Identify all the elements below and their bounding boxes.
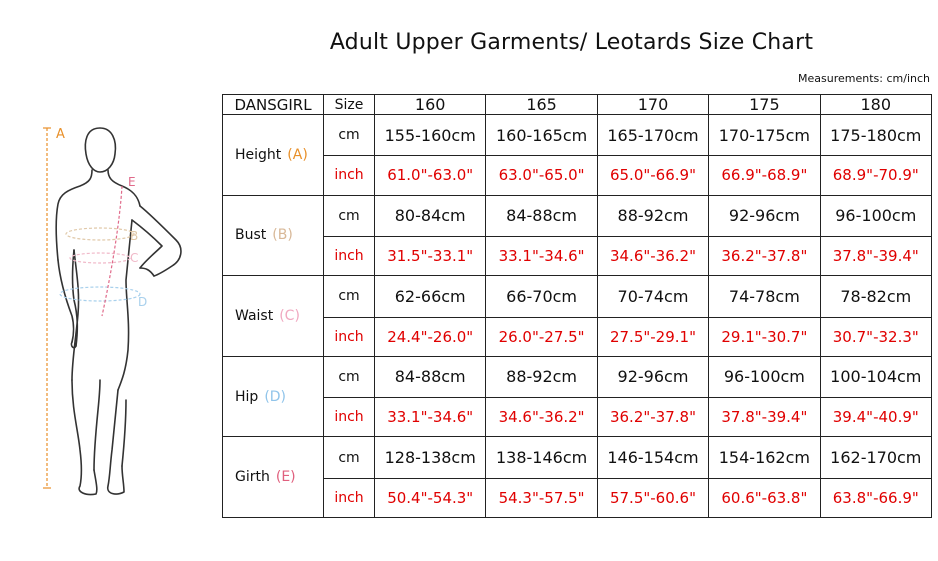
marker-d-label: D: [138, 295, 148, 309]
inch-value-cell: 63.8"-66.9": [820, 478, 931, 517]
unit-inch: inch: [324, 398, 375, 437]
inch-value-cell: 29.1"-30.7": [709, 317, 820, 356]
inch-value-cell: 54.3"-57.5": [486, 478, 597, 517]
cm-value-cell: 162-170cm: [820, 437, 931, 478]
marker-a-label: A: [56, 127, 65, 142]
inch-value-cell: 31.5"-33.1": [375, 236, 486, 275]
inch-value-cell: 34.6"-36.2": [486, 398, 597, 437]
measurement-letter: (A): [287, 146, 308, 163]
cm-value-cell: 175-180cm: [820, 115, 931, 156]
inch-value-cell: 30.7"-32.3": [820, 317, 931, 356]
cm-value-cell: 88-92cm: [486, 356, 597, 397]
inch-value-cell: 63.0"-65.0": [486, 156, 597, 195]
cm-value-cell: 84-88cm: [375, 356, 486, 397]
inch-value-cell: 27.5"-29.1": [597, 317, 708, 356]
inch-value-cell: 36.2"-37.8": [709, 236, 820, 275]
cm-value-cell: 155-160cm: [375, 115, 486, 156]
inch-value-cell: 50.4"-54.3": [375, 478, 486, 517]
table-row-cm: [223, 115, 932, 156]
measurement-letter: (C): [279, 307, 300, 324]
marker-c-label: C: [130, 251, 139, 265]
cm-value-cell: 146-154cm: [597, 437, 708, 478]
unit-cm: cm: [324, 195, 375, 236]
size-column-header: 160: [375, 95, 486, 115]
table-row-cm: [223, 437, 932, 478]
measurement-name: Height: [235, 146, 282, 163]
unit-cm: cm: [324, 115, 375, 156]
table-row-inch: [223, 478, 932, 517]
page-title: Adult Upper Garments/ Leotards Size Chart: [329, 30, 814, 55]
size-header-cell: Size: [324, 95, 375, 115]
cm-value-cell: 92-96cm: [597, 356, 708, 397]
inch-value-cell: 68.9"-70.9": [820, 156, 931, 195]
measurement-name: Girth: [235, 469, 270, 486]
measurement-letter: (D): [264, 388, 287, 405]
inch-value-cell: 34.6"-36.2": [597, 236, 708, 275]
measurement-name: Bust: [235, 227, 267, 244]
table-row-cm: [223, 195, 932, 236]
inch-value-cell: 26.0"-27.5": [486, 317, 597, 356]
inch-value-cell: 65.0"-66.9": [597, 156, 708, 195]
cm-value-cell: 154-162cm: [709, 437, 820, 478]
table-row-cm: [223, 356, 932, 397]
measurement-letter: (B): [272, 227, 293, 244]
cm-value-cell: 170-175cm: [709, 115, 820, 156]
cm-value-cell: 74-78cm: [709, 276, 820, 317]
table-row-inch: [223, 156, 932, 195]
table-row-cm: [223, 276, 932, 317]
measurement-letter: (E): [275, 469, 296, 486]
inch-value-cell: 57.5"-60.6": [597, 478, 708, 517]
cm-value-cell: 160-165cm: [486, 115, 597, 156]
inch-value-cell: 37.8"-39.4": [709, 398, 820, 437]
size-column-header: 170: [597, 95, 708, 115]
size-column-header: 175: [709, 95, 820, 115]
measurements-note: Measurements: cm/inch: [798, 72, 930, 85]
unit-inch: inch: [324, 478, 375, 517]
table-row-inch: [223, 398, 932, 437]
cm-value-cell: 128-138cm: [375, 437, 486, 478]
brand-cell: DANSGIRL: [223, 95, 324, 115]
cm-value-cell: 88-92cm: [597, 195, 708, 236]
unit-inch: inch: [324, 236, 375, 275]
unit-cm: cm: [324, 437, 375, 478]
unit-cm: cm: [324, 276, 375, 317]
size-header-row: [223, 95, 932, 115]
inch-value-cell: 36.2"-37.8": [597, 398, 708, 437]
measurement-name: Hip: [235, 388, 259, 405]
cm-value-cell: 84-88cm: [486, 195, 597, 236]
inch-value-cell: 61.0"-63.0": [375, 156, 486, 195]
marker-e-label: E: [128, 175, 136, 189]
inch-value-cell: 37.8"-39.4": [820, 236, 931, 275]
cm-value-cell: 80-84cm: [375, 195, 486, 236]
unit-inch: inch: [324, 317, 375, 356]
inch-value-cell: 39.4"-40.9": [820, 398, 931, 437]
cm-value-cell: 165-170cm: [597, 115, 708, 156]
measurement-label: [223, 115, 324, 196]
measurement-name: Waist: [235, 307, 274, 324]
inch-value-cell: 24.4"-26.0": [375, 317, 486, 356]
size-column-header: 165: [486, 95, 597, 115]
measurement-label: [223, 437, 324, 518]
unit-cm: cm: [324, 356, 375, 397]
inch-value-cell: 33.1"-34.6": [375, 398, 486, 437]
table-row-inch: [223, 236, 932, 275]
size-chart-table: [222, 94, 932, 518]
cm-value-cell: 100-104cm: [820, 356, 931, 397]
measurement-label: [223, 195, 324, 276]
inch-value-cell: 33.1"-34.6": [486, 236, 597, 275]
cm-value-cell: 70-74cm: [597, 276, 708, 317]
body-figure-illustration: [0, 110, 220, 530]
cm-value-cell: 138-146cm: [486, 437, 597, 478]
size-column-header: 180: [820, 95, 931, 115]
inch-value-cell: 60.6"-63.8": [709, 478, 820, 517]
table-row-inch: [223, 317, 932, 356]
measurement-label: [223, 276, 324, 357]
cm-value-cell: 78-82cm: [820, 276, 931, 317]
cm-value-cell: 96-100cm: [820, 195, 931, 236]
cm-value-cell: 62-66cm: [375, 276, 486, 317]
marker-b-label: B: [130, 229, 139, 243]
unit-inch: inch: [324, 156, 375, 195]
cm-value-cell: 92-96cm: [709, 195, 820, 236]
cm-value-cell: 66-70cm: [486, 276, 597, 317]
measurement-label: [223, 356, 324, 437]
inch-value-cell: 66.9"-68.9": [709, 156, 820, 195]
cm-value-cell: 96-100cm: [709, 356, 820, 397]
